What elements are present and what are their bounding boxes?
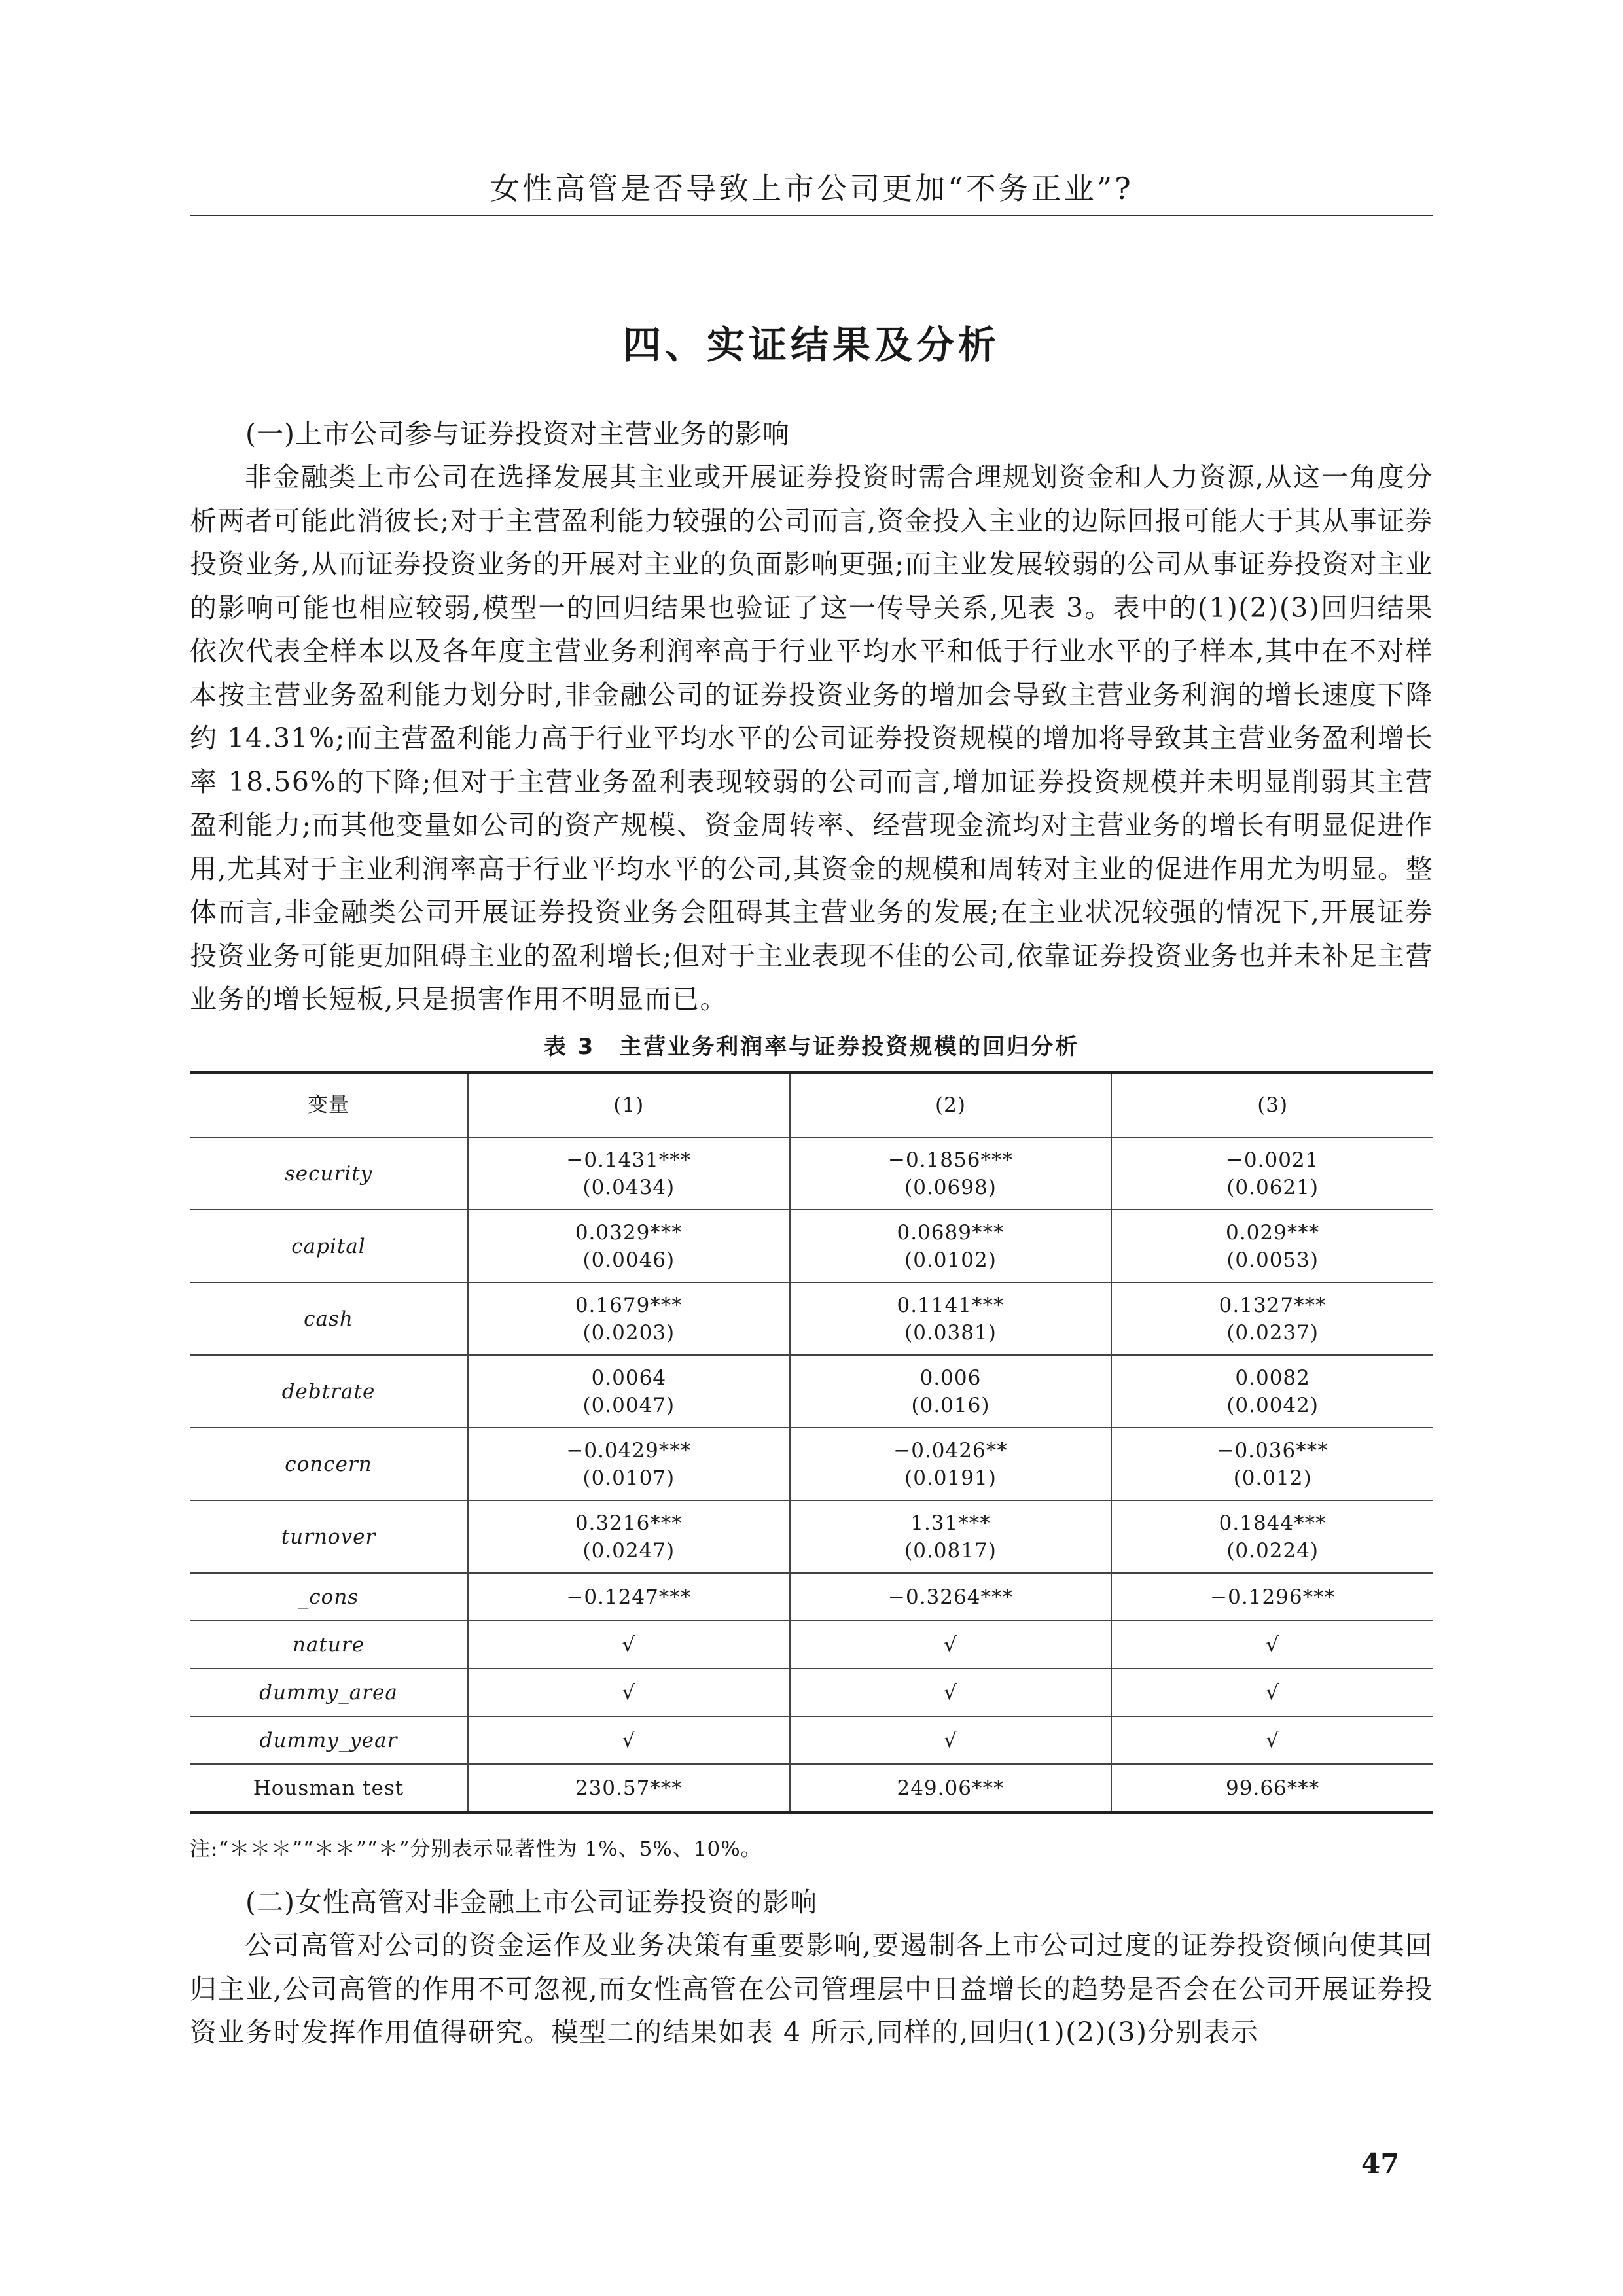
cell bbox=[1111, 1210, 1433, 1282]
cell bbox=[790, 1210, 1112, 1282]
variable-name: capital bbox=[190, 1210, 468, 1282]
cell bbox=[468, 1500, 790, 1573]
coefficient: −0.1431*** bbox=[566, 1148, 692, 1172]
cell: √ bbox=[790, 1669, 1112, 1716]
section-title: 四、实证结果及分析 bbox=[622, 323, 1000, 367]
std-error: (0.0191) bbox=[904, 1466, 997, 1490]
table-row bbox=[190, 1355, 1433, 1428]
coefficient: 0.1844*** bbox=[1219, 1511, 1327, 1535]
header-variable: 变量 bbox=[190, 1072, 468, 1137]
std-error: (0.016) bbox=[911, 1393, 990, 1417]
table-caption: 表 3 主营业务利润率与证券投资规模的回归分析 bbox=[543, 1034, 1080, 1060]
table-row bbox=[190, 1210, 1433, 1282]
variable-name: concern bbox=[190, 1428, 468, 1500]
std-error: (0.0698) bbox=[904, 1175, 997, 1199]
variable-name: _cons bbox=[190, 1573, 468, 1621]
coefficient: 0.0064 bbox=[591, 1366, 667, 1390]
table-row bbox=[190, 1621, 1433, 1669]
cell: 249.06*** bbox=[790, 1764, 1112, 1812]
coefficient: 0.0689*** bbox=[897, 1220, 1005, 1245]
cell bbox=[1111, 1500, 1433, 1573]
table-row bbox=[190, 1282, 1433, 1355]
cell bbox=[1111, 1428, 1433, 1500]
std-error: (0.0102) bbox=[904, 1248, 997, 1272]
cell bbox=[468, 1282, 790, 1355]
table-row bbox=[190, 1716, 1433, 1764]
cell bbox=[468, 1428, 790, 1500]
cell: √ bbox=[1111, 1716, 1433, 1764]
coefficient: 0.029*** bbox=[1226, 1220, 1320, 1245]
table-row bbox=[190, 1500, 1433, 1573]
page-number: 47 bbox=[1361, 2147, 1400, 2180]
std-error: (0.0434) bbox=[582, 1175, 675, 1199]
coefficient: 0.0082 bbox=[1235, 1366, 1310, 1390]
variable-name: cash bbox=[190, 1282, 468, 1355]
cell: −0.3264*** bbox=[790, 1573, 1112, 1621]
coefficient: −0.036*** bbox=[1217, 1438, 1329, 1462]
coefficient: 0.1679*** bbox=[575, 1293, 683, 1317]
std-error: (0.0053) bbox=[1226, 1248, 1319, 1272]
std-error: (0.0042) bbox=[1226, 1393, 1319, 1417]
cell bbox=[790, 1428, 1112, 1500]
variable-name: turnover bbox=[190, 1500, 468, 1573]
std-error: (0.012) bbox=[1233, 1466, 1312, 1490]
coefficient: 0.1141*** bbox=[897, 1293, 1005, 1317]
header-rule bbox=[190, 215, 1433, 216]
coefficient: −0.0021 bbox=[1226, 1148, 1319, 1172]
running-head: 女性高管是否导致上市公司更加“不务正业”? bbox=[490, 171, 1133, 206]
variable-name: Housman test bbox=[190, 1764, 468, 1812]
cell bbox=[468, 1210, 790, 1282]
body-paragraph-2: 公司高管对公司的资金运作及业务决策有重要影响,要遏制各上市公司过度的证券投资倾向使其回归主业,公司高管的作用不可忽视,而女性高管在公司管理层中日益增长的趋势是否会在公司开展证券投资业务时发挥作用值得研究。模型二的结果如表 4 所示,同样的,回归(1)(2)(3)分别表示 bbox=[190, 1930, 1433, 2048]
table-row bbox=[190, 1573, 1433, 1621]
coefficient: 0.1327*** bbox=[1219, 1293, 1327, 1317]
std-error: (0.0817) bbox=[904, 1538, 997, 1563]
cell bbox=[790, 1500, 1112, 1573]
cell: √ bbox=[790, 1621, 1112, 1669]
std-error: (0.0247) bbox=[582, 1538, 675, 1563]
cell bbox=[1111, 1282, 1433, 1355]
std-error: (0.0203) bbox=[582, 1320, 675, 1345]
coefficient: 0.3216*** bbox=[575, 1511, 683, 1535]
table-row bbox=[190, 1428, 1433, 1500]
std-error: (0.0381) bbox=[904, 1320, 997, 1345]
cell: √ bbox=[468, 1669, 790, 1716]
cell bbox=[468, 1355, 790, 1428]
std-error: (0.0107) bbox=[582, 1466, 675, 1490]
cell bbox=[468, 1137, 790, 1210]
variable-name: nature bbox=[190, 1621, 468, 1669]
header-model-1: (1) bbox=[468, 1072, 790, 1137]
table-row bbox=[190, 1137, 1433, 1210]
cell bbox=[1111, 1137, 1433, 1210]
cell bbox=[1111, 1355, 1433, 1428]
table-row bbox=[190, 1669, 1433, 1716]
regression-table bbox=[190, 1071, 1433, 1814]
cell: √ bbox=[1111, 1669, 1433, 1716]
header-model-2: (2) bbox=[790, 1072, 1112, 1137]
subsection-heading-2: (二)女性高管对非金融上市公司证券投资的影响 bbox=[245, 1886, 817, 1918]
cell bbox=[790, 1282, 1112, 1355]
cell: √ bbox=[468, 1716, 790, 1764]
coefficient: −0.1856*** bbox=[888, 1148, 1013, 1172]
variable-name: dummy_area bbox=[190, 1669, 468, 1716]
std-error: (0.0237) bbox=[1226, 1320, 1319, 1345]
cell: 99.66*** bbox=[1111, 1764, 1433, 1812]
coefficient: 1.31*** bbox=[910, 1511, 991, 1535]
coefficient: 0.006 bbox=[919, 1366, 982, 1390]
coefficient: −0.0429*** bbox=[566, 1438, 692, 1462]
cell: −0.1296*** bbox=[1111, 1573, 1433, 1621]
table-note: 注:“＊＊＊”“＊＊”“＊”分别表示显著性为 1%、5%、10%。 bbox=[190, 1837, 762, 1861]
header-model-3: (3) bbox=[1111, 1072, 1433, 1137]
coefficient: −0.0426** bbox=[893, 1438, 1008, 1462]
table-row bbox=[190, 1764, 1433, 1812]
variable-name: security bbox=[190, 1137, 468, 1210]
cell: √ bbox=[468, 1621, 790, 1669]
std-error: (0.0047) bbox=[582, 1393, 675, 1417]
cell: 230.57*** bbox=[468, 1764, 790, 1812]
variable-name: debtrate bbox=[190, 1355, 468, 1428]
coefficient: 0.0329*** bbox=[575, 1220, 683, 1245]
std-error: (0.0224) bbox=[1226, 1538, 1319, 1563]
cell bbox=[790, 1137, 1112, 1210]
cell: √ bbox=[1111, 1621, 1433, 1669]
cell bbox=[790, 1355, 1112, 1428]
table-header-row bbox=[190, 1072, 1433, 1137]
std-error: (0.0046) bbox=[582, 1248, 675, 1272]
subsection-heading-1: (一)上市公司参与证券投资对主营业务的影响 bbox=[245, 418, 790, 450]
cell: √ bbox=[790, 1716, 1112, 1764]
body-paragraph-1: 非金融类上市公司在选择发展其主业或开展证券投资时需合理规划资金和人力资源,从这一角度分析两者可能此消彼长;对于主营盈利能力较强的公司而言,资金投入主业的边际回报可能大于其从事证券投资业务,从而证券投资业务的开展对主业的负面影响更强;而主业发展较弱的公司从事证券投资对主业的影响可能也相应较弱,模型一的回归结果也验证了这一传导关系,见表 3。表中的(1)(2)(3)回归结果依次代表全样本以及各年度主营业务利润率高于行业平均水平和低于行业水平的子样本,其中在不对样本按主营业务盈利能力划分时,非金融公司的证券投资业务的增加会导致主营业务利润的增长速度下降约 14.31%;而主营盈利能力高于行业平均水平的公司证券投资规模的增加将导致其主营业务盈利增长率 18.56%的下降;但对于主营业务盈利表现较弱的公司而言,增加证券投资规模并未明显削弱其主营盈利能力;而其他变量如公司的资产规模、资金周转率、经营现金流均对主营业务的增长有明显促进作用,尤其对于主业利润率高于行业平均水平的公司,其资金的规模和周转对主业的促进作用尤为明显。整体而言,非金融类公司开展证券投资业务会阻碍其主营业务的发展;在主业状况较强的情况下,开展证券投资业务可能更加阻碍主业的盈利增长;但对于主业表现不佳的公司,依靠证券投资业务也并未补足主营业务的增长短板,只是损害作用不明显而已。 bbox=[190, 461, 1433, 1015]
variable-name: dummy_year bbox=[190, 1716, 468, 1764]
cell: −0.1247*** bbox=[468, 1573, 790, 1621]
std-error: (0.0621) bbox=[1226, 1175, 1319, 1199]
